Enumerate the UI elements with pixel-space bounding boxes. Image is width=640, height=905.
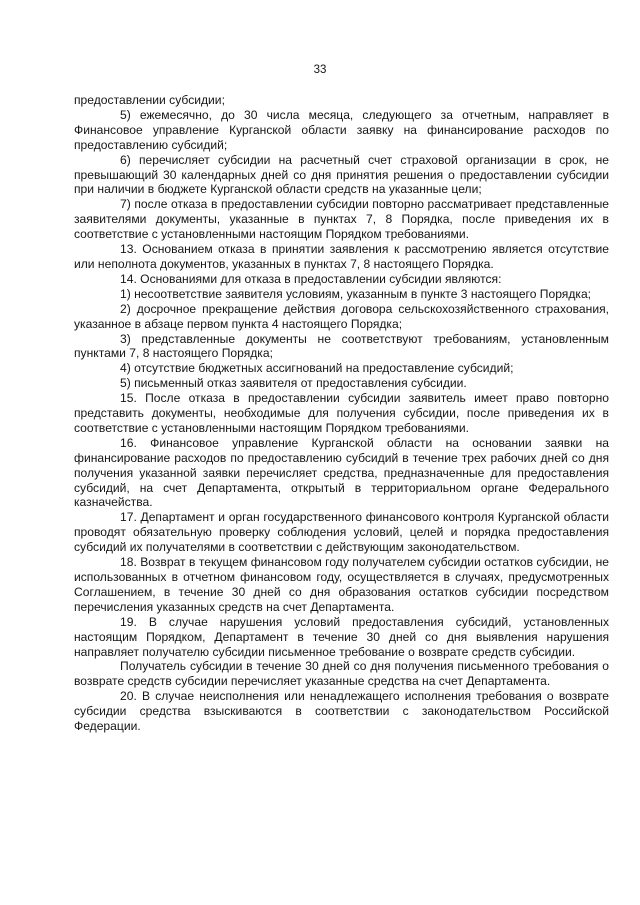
paragraph: 13. Основанием отказа в принятии заявления к рассмотрению является отсутствие или неполнота документов, указанных в пунктах 7, 8 настоящего Порядка.	[74, 242, 609, 271]
paragraph: 5) ежемесячно, до 30 числа месяца, следующего за отчетным, направляет в Финансовое управление Курганской области заявку на финансирование расходов по предоставлению субсидий;	[74, 107, 609, 152]
paragraph: 4) отсутствие бюджетных ассигнований на предоставление субсидий;	[120, 361, 514, 376]
paragraph: 5) письменный отказ заявителя от предоставления субсидии.	[120, 376, 467, 391]
paragraph: 2) досрочное прекращение действия договора сельскохозяйственного страхования, указанное в абзаце первом пункта 4 настоящего Порядка;	[74, 301, 609, 331]
paragraph: предоставлении субсидии;	[74, 93, 225, 107]
paragraph: 15. После отказа в предоставлении субсидии заявитель имеет право повторно представить документы, необходимые для получения субсидии, после приведения их в соответствие с установленными настоящим Порядком требованиями.	[74, 391, 609, 435]
paragraph: 1) несоответствие заявителя условиям, указанным в пункте 3 настоящего Порядка;	[120, 286, 592, 301]
paragraph: 7) после отказа в предоставлении субсидии повторно рассматривает представленные заявителями документы, указанные в пунктах 7, 8 Порядка, после приведения их в соответствие с установленными настоящим Порядком требованиями.	[74, 197, 609, 242]
paragraph: 18. Возврат в текущем финансовом году получателем субсидии остатков субсидии, не использованных в отчетном финансовом году, осуществляется в случаях, предусмотренных Соглашением, в течение 30 дней со дня образования остатков субсидии посредством перечисления указанных средств на счет Департамента.	[74, 555, 609, 614]
paragraph: 3) представленные документы не соответствуют требованиям, установленным пунктами 7, 8 настоящего Порядка;	[74, 331, 609, 361]
paragraph: 6) перечисляет субсидии на расчетный счет страховой организации в срок, не превышающий 30 календарных дней со дня принятия решения о предоставлении субсидии при наличии в бюджете Курганской области средств на указанные цели;	[74, 152, 609, 197]
paragraph: 17. Департамент и орган государственного финансового контроля Курганской области проводят обязательную проверку соблюдения условий, целей и порядка предоставления субсидий их получателями в соответствии с действующим законодательством.	[74, 510, 609, 555]
page-number: 33	[313, 64, 327, 76]
paragraph: 20. В случае неисполнения или ненадлежащего исполнения требования о возврате субсидии средства взыскиваются в соответствии с законодательством Российской Федерации.	[74, 689, 609, 734]
paragraph: 14. Основаниями для отказа в предоставлении субсидии являются:	[120, 271, 502, 286]
paragraph: 19. В случае нарушения условий предоставления субсидий, установленных настоящим Порядком, Департамент в течение 30 дней со дня выявления нарушения направляет получателю субсидии письменное требование о возврате средств субсидии.	[74, 614, 609, 659]
paragraph: 16. Финансовое управление Курганской области на основании заявки на финансирование расходов по предоставлению субсидий в течение трех рабочих дней со дня получения указанной заявки перечисляет средства, предназначенные для предоставления субсидий, на счет Департамента, открытый в территориальном органе Федерального казначейства.	[74, 435, 609, 510]
document-body	[74, 93, 609, 734]
paragraph: Получатель субсидии в течение 30 дней со дня получения письменного требования о возврате средств субсидии перечисляет указанные средства на счет Департамента.	[74, 659, 609, 689]
